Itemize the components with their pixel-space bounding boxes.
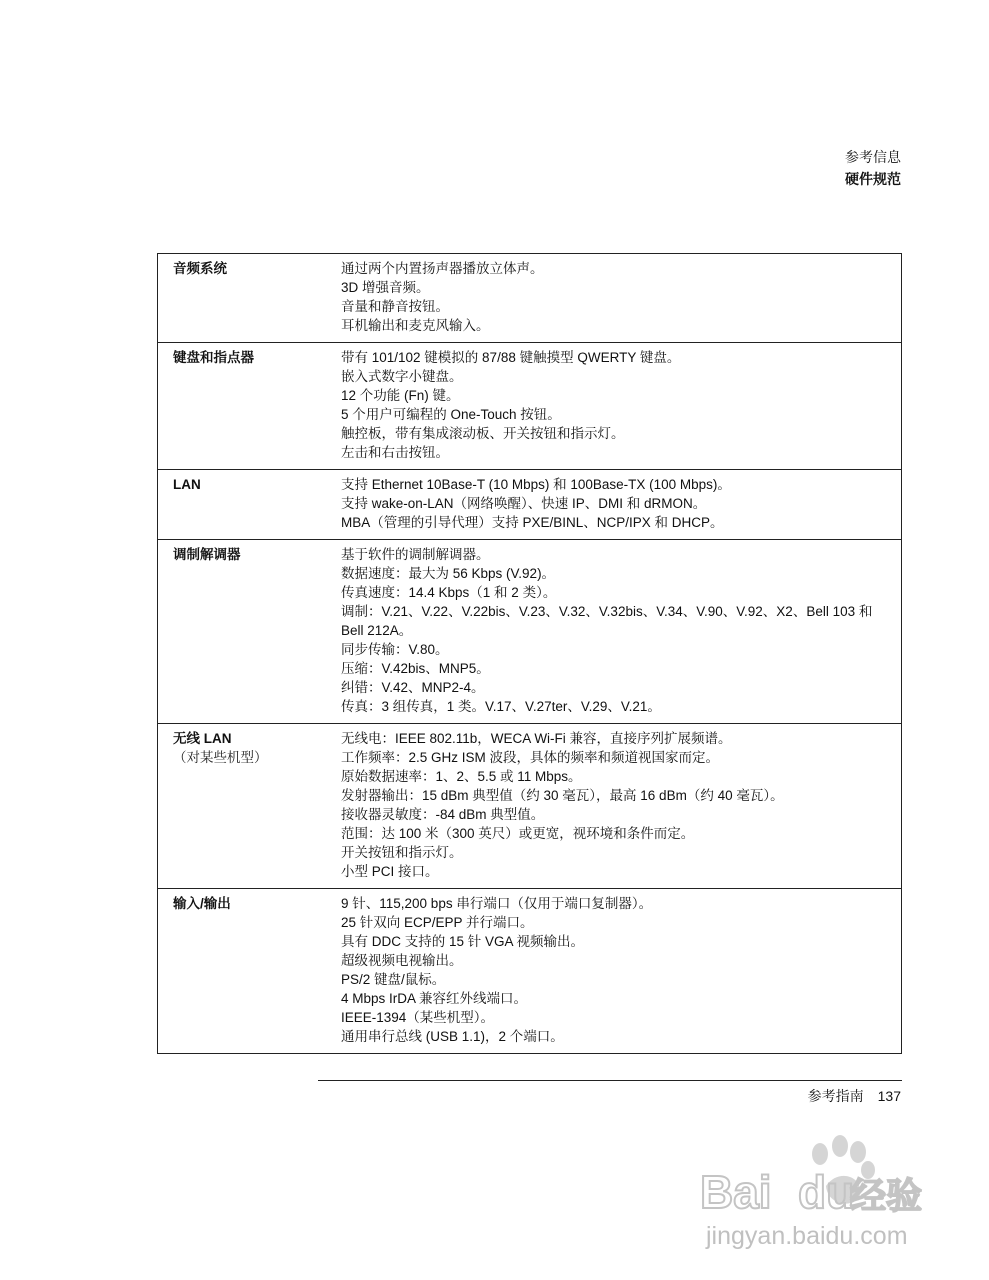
spec-line: 通用串行总线 (USB 1.1)，2 个端口。 (341, 1029, 564, 1044)
spec-label: 无线 LAN (173, 731, 232, 746)
spec-line: 耳机输出和麦克风输入。 (341, 318, 490, 333)
spec-row (158, 470, 902, 540)
spec-table (157, 253, 902, 1054)
spec-line: 25 针双向 ECP/EPP 并行端口。 (341, 915, 534, 930)
spec-line: 触控板，带有集成滚动板、开关按钮和指示灯。 (341, 426, 625, 441)
watermark-brand-jingyan: 经验 (850, 1176, 923, 1217)
spec-line: 支持 Ethernet 10Base-T (10 Mbps) 和 100Base-TX (100 Mbps)。 (341, 477, 731, 492)
spec-row (158, 889, 902, 1054)
spec-value-cell (341, 540, 902, 724)
spec-label: 键盘和指点器 (173, 350, 254, 365)
spec-value-cell (341, 343, 902, 470)
watermark-brand-du: du (798, 1166, 855, 1218)
spec-line: 3D 增强音频。 (341, 280, 430, 295)
watermark (698, 1128, 948, 1258)
spec-line: 嵌入式数字小键盘。 (341, 369, 463, 384)
spec-label-cell (158, 540, 342, 724)
spec-line: 传真：3 组传真，1 类。V.17、V.27ter、V.29、V.21。 (341, 699, 661, 714)
spec-label: 调制解调器 (173, 547, 241, 562)
watermark-url: jingyan.baidu.com (706, 1222, 908, 1250)
spec-value-cell (341, 724, 902, 889)
spec-line: 音量和静音按钮。 (341, 299, 449, 314)
subsection-title: 硬件规范 (845, 171, 901, 187)
spec-label-cell (158, 343, 342, 470)
spec-line: 调制：V.21、V.22、V.22bis、V.23、V.32、V.32bis、V.34、V.90、V.92、X2、Bell 103 和 Bell 212A。 (341, 604, 873, 638)
section-title: 参考信息 (845, 149, 901, 165)
spec-line: PS/2 键盘/鼠标。 (341, 972, 446, 987)
spec-line: 工作频率：2.5 GHz ISM 波段，具体的频率和频道视国家而定。 (341, 750, 720, 765)
spec-sublabel: （对某些机型） (173, 750, 268, 765)
spec-line: 同步传输：V.80。 (341, 642, 449, 657)
spec-line: 小型 PCI 接口。 (341, 864, 439, 879)
spec-line: 范围：达 100 米（300 英尺）或更宽，视环境和条件而定。 (341, 826, 695, 841)
spec-value-cell (341, 470, 902, 540)
spec-line: 支持 wake-on-LAN（网络唤醒）、快速 IP、DMI 和 dRMON。 (341, 496, 707, 511)
spec-label-cell (158, 889, 342, 1054)
spec-label-cell (158, 724, 342, 889)
spec-line: 4 Mbps IrDA 兼容红外线端口。 (341, 991, 528, 1006)
spec-label-cell (158, 254, 342, 343)
spec-line: 无线电：IEEE 802.11b，WECA Wi-Fi 兼容，直接序列扩展频谱。 (341, 731, 732, 746)
spec-line: 纠错：V.42、MNP2-4。 (341, 680, 485, 695)
spec-line: 数据速度：最大为 56 Kbps (V.92)。 (341, 566, 556, 581)
watermark-brand: Bai (700, 1166, 772, 1218)
spec-line: 压缩：V.42bis、MNP5。 (341, 661, 490, 676)
spec-line: 9 针、115,200 bps 串行端口（仅用于端口复制器）。 (341, 896, 653, 911)
spec-line: 通过两个内置扬声器播放立体声。 (341, 261, 544, 276)
spec-label-cell (158, 470, 342, 540)
spec-line: 具有 DDC 支持的 15 针 VGA 视频输出。 (341, 934, 585, 949)
spec-label: LAN (173, 477, 201, 492)
spec-line: 5 个用户可编程的 One-Touch 按钮。 (341, 407, 561, 422)
spec-line: 左击和右击按钮。 (341, 445, 449, 460)
spec-line: 超级视频电视输出。 (341, 953, 463, 968)
page-footer (808, 1086, 901, 1106)
spec-line: 接收器灵敏度：-84 dBm 典型值。 (341, 807, 545, 822)
page-number: 137 (877, 1088, 901, 1104)
spec-value-cell (341, 889, 902, 1054)
spec-line: 带有 101/102 键模拟的 87/88 键触摸型 QWERTY 键盘。 (341, 350, 681, 365)
spec-label: 输入/输出 (173, 896, 231, 911)
spec-row (158, 724, 902, 889)
spec-line: 发射器输出：15 dBm 典型值（约 30 毫瓦），最高 16 dBm（约 40 毫瓦）。 (341, 788, 784, 803)
spec-line: 传真速度：14.4 Kbps（1 和 2 类）。 (341, 585, 557, 600)
spec-row (158, 540, 902, 724)
spec-line: 基于软件的调制解调器。 (341, 547, 490, 562)
spec-label: 音频系统 (173, 261, 227, 276)
footer-rule (318, 1080, 902, 1081)
spec-value-cell (341, 254, 902, 343)
spec-row (158, 254, 902, 343)
page-header (845, 146, 901, 190)
spec-row (158, 343, 902, 470)
spec-line: 开关按钮和指示灯。 (341, 845, 463, 860)
spec-line: 原始数据速率：1、2、5.5 或 11 Mbps。 (341, 769, 582, 784)
footer-title: 参考指南 (807, 1088, 864, 1104)
spec-line: MBA（管理的引导代理）支持 PXE/BINL、NCP/IPX 和 DHCP。 (341, 515, 724, 530)
spec-line: IEEE-1394（某些机型）。 (341, 1010, 495, 1025)
spec-line: 12 个功能 (Fn) 键。 (341, 388, 460, 403)
